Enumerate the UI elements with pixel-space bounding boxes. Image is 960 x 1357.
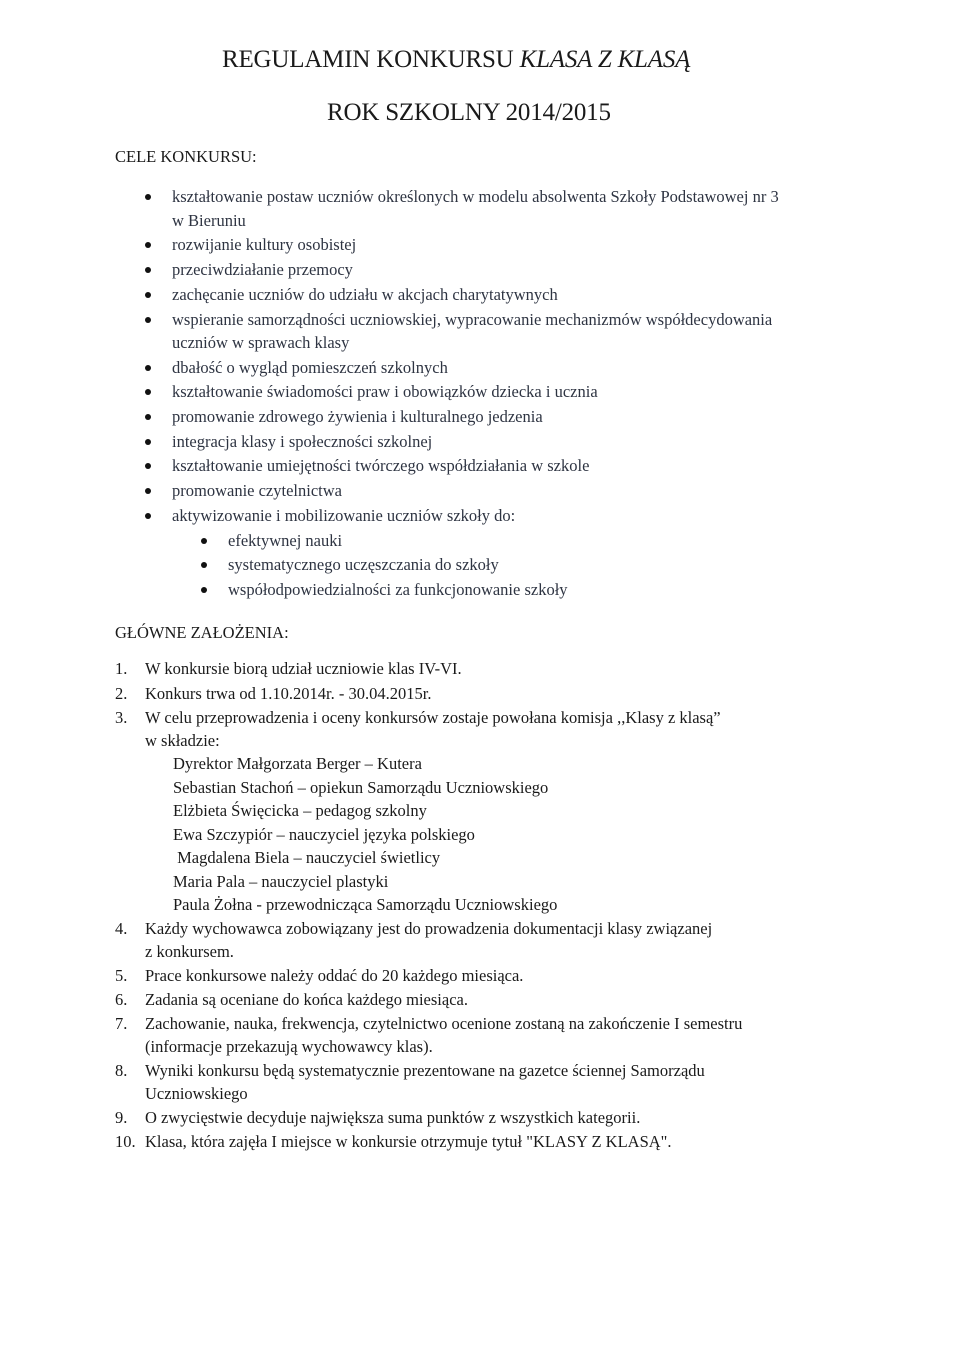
list-number: 7.: [115, 1014, 128, 1033]
assumption-text: Zadania są oceniane do końca każdego miesiąca.: [145, 990, 468, 1009]
title-italic: KLASA Z KLASĄ: [519, 46, 691, 73]
goal-item: promowanie zdrowego żywienia i kulturalnego jedzenia: [172, 407, 543, 426]
assumption-text-continuation: z konkursem.: [145, 942, 234, 961]
assumption-text: Konkurs trwa od 1.10.2014r. - 30.04.2015r.: [145, 684, 432, 703]
assumption-text: Klasa, która zajęła I miejsce w konkursie otrzymuje tytuł "KLASY Z KLASĄ".: [145, 1132, 672, 1151]
committee-member: Magdalena Biela – nauczyciel świetlicy: [173, 848, 441, 867]
goal-sub-item: systematycznego uczęszczania do szkoły: [228, 555, 499, 574]
list-number: 4.: [115, 919, 128, 938]
goals-heading: CELE KONKURSU:: [115, 147, 257, 166]
goal-item: kształtowanie świadomości praw i obowiązków dziecka i ucznia: [172, 382, 598, 401]
list-number: 1.: [115, 659, 128, 678]
list-number: 2.: [115, 684, 128, 703]
assumption-text: O zwycięstwie decyduje największa suma punktów z wszystkich kategorii.: [145, 1108, 641, 1127]
list-number: 10.: [115, 1132, 136, 1151]
assumption-text: W celu przeprowadzenia i oceny konkursów zostaje powołana komisja ,,Klasy z klasą”: [145, 708, 721, 727]
goal-sub-item: efektywnej nauki: [228, 531, 343, 550]
goal-item: aktywizowanie i mobilizowanie uczniów szkoły do:: [172, 506, 516, 525]
list-number: 6.: [115, 990, 128, 1009]
assumption-text: W konkursie biorą udział uczniowie klas IV-VI.: [145, 659, 462, 678]
assumption-text: Wyniki konkursu będą systematycznie prezentowane na gazetce ściennej Samorządu: [145, 1061, 705, 1080]
goal-item: promowanie czytelnictwa: [172, 481, 342, 500]
goal-item: przeciwdziałanie przemocy: [172, 260, 353, 279]
document-title: REGULAMIN KONKURSU KLASA Z KLASĄ: [222, 46, 691, 73]
goal-item: integracja klasy i społeczności szkolnej: [172, 432, 433, 451]
goal-sub-item: współodpowiedzialności za funkcjonowanie szkoły: [228, 580, 568, 599]
assumption-text-continuation: w składzie:: [145, 731, 220, 750]
committee-member: Sebastian Stachoń – opiekun Samorządu Uczniowskiego: [173, 778, 549, 797]
committee-member: Dyrektor Małgorzata Berger – Kutera: [173, 754, 422, 773]
list-number: 5.: [115, 966, 128, 985]
goal-item: kształtowanie postaw uczniów określonych w modelu absolwenta Szkoły Podstawowej nr 3: [172, 187, 779, 206]
goal-item-continuation: uczniów w sprawach klasy: [172, 333, 350, 352]
school-year-title: ROK SZKOLNY 2014/2015: [327, 99, 611, 126]
goal-item: wspieranie samorządności uczniowskiej, wypracowanie mechanizmów współdecydowania: [172, 310, 773, 329]
assumption-text: Zachowanie, nauka, frekwencja, czytelnictwo ocenione zostaną na zakończenie I semestru: [145, 1014, 743, 1033]
goal-item: dbałość o wygląd pomieszczeń szkolnych: [172, 358, 448, 377]
goal-item: kształtowanie umiejętności twórczego współdziałania w szkole: [172, 456, 590, 475]
list-number: 3.: [115, 708, 128, 727]
committee-member: Elżbieta Święcicka – pedagog szkolny: [173, 801, 427, 820]
assumption-text: Każdy wychowawca zobowiązany jest do prowadzenia dokumentacji klasy związanej: [145, 919, 713, 938]
assumption-text: Prace konkursowe należy oddać do 20 każdego miesiąca.: [145, 966, 524, 985]
list-number: 9.: [115, 1108, 128, 1127]
assumptions-heading: GŁÓWNE ZAŁOŻENIA:: [115, 623, 289, 642]
goal-item: rozwijanie kultury osobistej: [172, 235, 357, 254]
committee-member: Maria Pala – nauczyciel plastyki: [173, 872, 389, 891]
goal-item: zachęcanie uczniów do udziału w akcjach charytatywnych: [172, 285, 558, 304]
assumption-text-continuation: (informacje przekazują wychowawcy klas).: [145, 1037, 433, 1056]
goal-item-continuation: w Bieruniu: [172, 211, 246, 230]
assumption-text-continuation: Uczniowskiego: [145, 1084, 248, 1103]
committee-member: Paula Żołna - przewodnicząca Samorządu Uczniowskiego: [173, 895, 558, 914]
committee-member: Ewa Szczypiór – nauczyciel języka polskiego: [173, 825, 475, 844]
list-number: 8.: [115, 1061, 128, 1080]
